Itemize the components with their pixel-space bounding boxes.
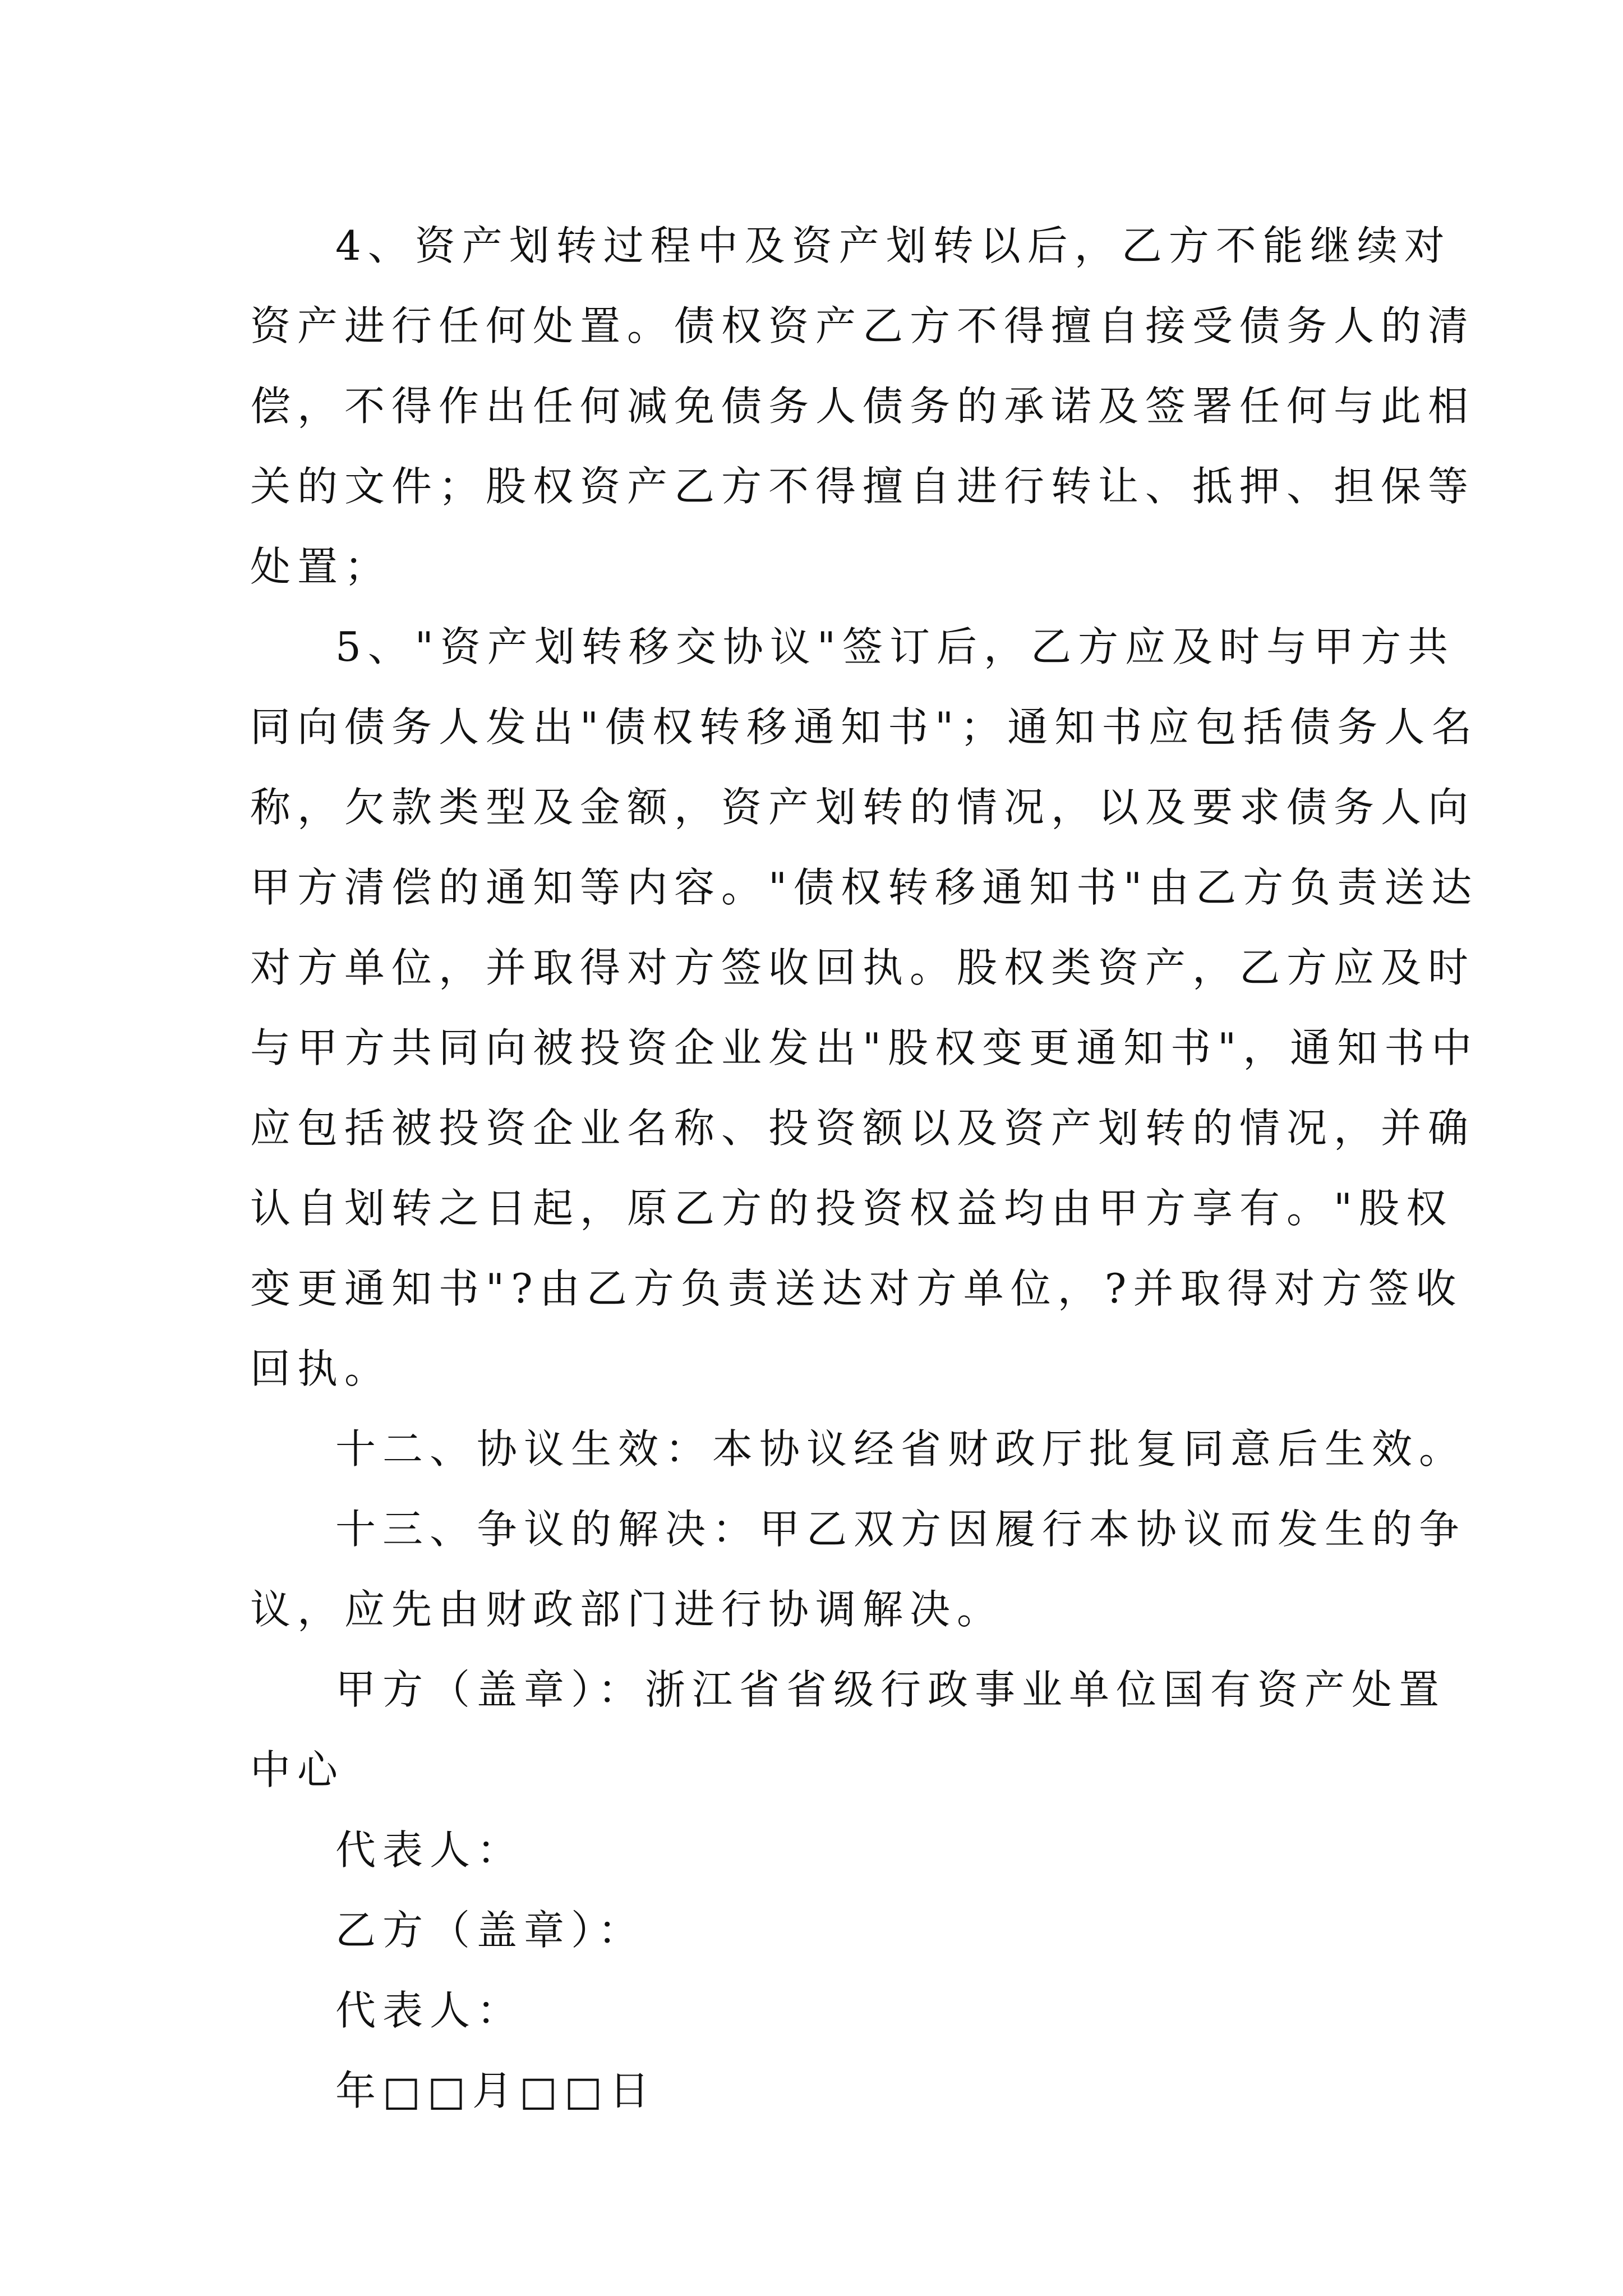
text-line: 与甲方共同向被投资企业发出"股权变更通知书"，通知书中 [250, 1024, 1479, 1071]
text-line: 变更通知书"?由乙方负责送达对方单位，?并取得对方签收 [250, 1265, 1463, 1312]
text-line: 中心 [250, 1746, 345, 1793]
text-line: 偿，不得作出任何减免债务人债务的承诺及签署任何与此相 [250, 383, 1476, 430]
text-line: 5、"资产划转移交协议"签订后，乙方应及时与甲方共 [335, 623, 1455, 670]
text-line: 议，应先由财政部门进行协调解决。 [250, 1586, 1004, 1633]
text-line: 同向债务人发出"债权转移通知书"；通知书应包括债务人名 [250, 703, 1479, 751]
text-line: 认自划转之日起，原乙方的投资权益均由甲方享有。"股权 [250, 1185, 1454, 1232]
text-line: 甲方（盖章）：浙江省省级行政事业单位国有资产处置 [335, 1666, 1446, 1713]
text-line: 十三、争议的解决：甲乙双方因履行本协议而发生的争 [335, 1506, 1467, 1553]
text-line: 称，欠款类型及金额，资产划转的情况，以及要求债务人向 [250, 784, 1476, 831]
text-line: 资产进行任何处置。债权资产乙方不得擅自接受债务人的清 [250, 302, 1476, 349]
text-line: 4、资产划转过程中及资产划转以后，乙方不能继续对 [335, 222, 1451, 269]
text-line: 甲方清偿的通知等内容。"债权转移通知书"由乙方负责送达 [250, 864, 1479, 911]
text-line: 乙方（盖章）： [335, 1907, 645, 1954]
text-line: 十二、协议生效：本协议经省财政厅批复同意后生效。 [335, 1425, 1467, 1473]
text-line: 回执。 [250, 1345, 392, 1392]
text-line: 处置； [250, 543, 392, 590]
text-line: 代表人： [335, 1826, 524, 1874]
text-line: 对方单位，并取得对方签收回执。股权类资产，乙方应及时 [250, 944, 1476, 991]
text-line: 关的文件；股权资产乙方不得擅自进行转让、抵押、担保等 [250, 463, 1476, 510]
text-line: 年□□月□□日 [335, 2067, 657, 2114]
text-line: 应包括被投资企业名称、投资额以及资产划转的情况，并确 [250, 1105, 1476, 1152]
text-line: 代表人： [335, 1987, 524, 2034]
